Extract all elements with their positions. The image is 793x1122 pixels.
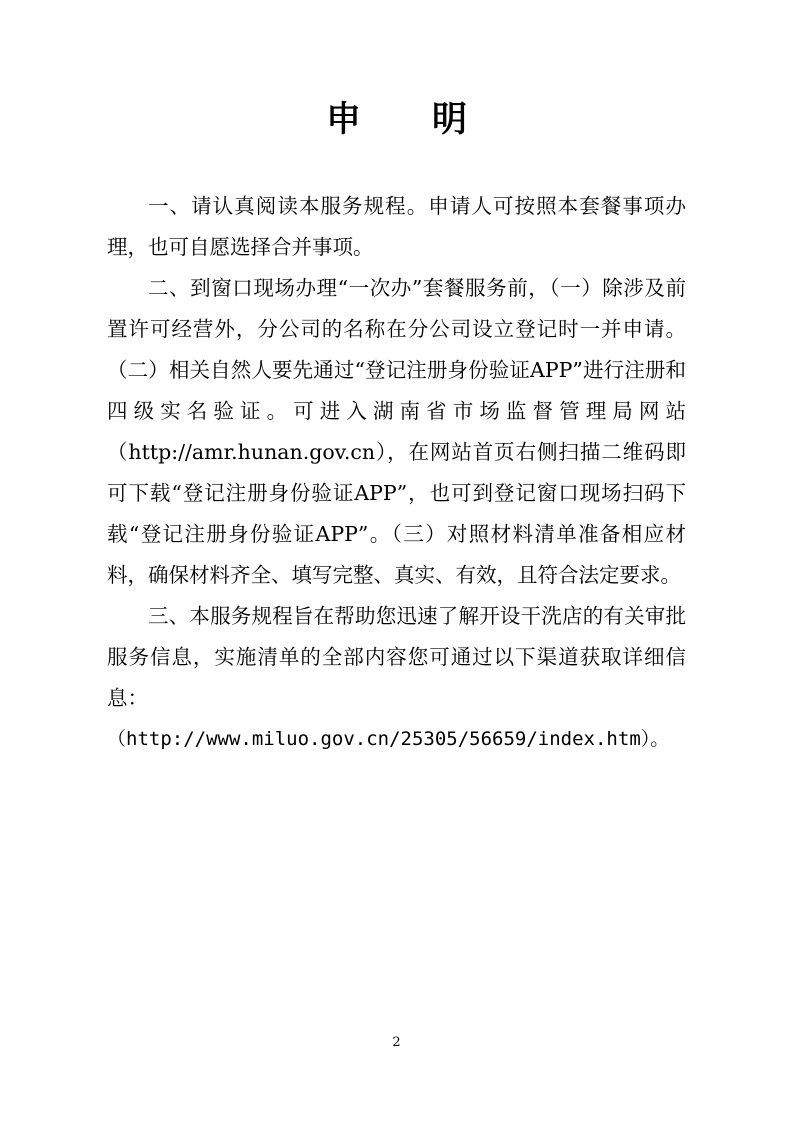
- page-title: 申 明: [325, 99, 485, 140]
- paragraph-one: 一、请认真阅读本服务规程。申请人可按照本套餐事项办理，也可自愿选择合并事项。: [107, 194, 686, 259]
- paragraph-three: 三、本服务规程旨在帮助您迅速了解开设干洗店的有关审批服务信息，实施清单的全部内容您可通过以下渠道获取详细信息：: [107, 604, 686, 710]
- paragraph-two: 二、到窗口现场办理“一次办”套餐服务前，（一）除涉及前置许可经营外，分公司的名称在分公司设立登记时一并申请。（二）相关自然人要先通过“登记注册身份验证APP”进行注册和四级实名验证。可进入湖南省市场监督管理局网站（http://amr.hunan.gov.cn），在网站首页右侧扫描二维码即可下载“登记注册身份验证APP”，也可到登记窗口现场扫码下载“登记注册身份验证APP”。（三）对照材料清单准备相应材料，确保材料齐全、填写完整、真实、有效，且符合法定要求。: [107, 276, 686, 587]
- document-body: [0, 186, 793, 760]
- page-number: 2: [392, 1035, 401, 1050]
- reference-url-line: （http://www.miluo.gov.cn/25305/56659/index.htm）。: [107, 728, 670, 750]
